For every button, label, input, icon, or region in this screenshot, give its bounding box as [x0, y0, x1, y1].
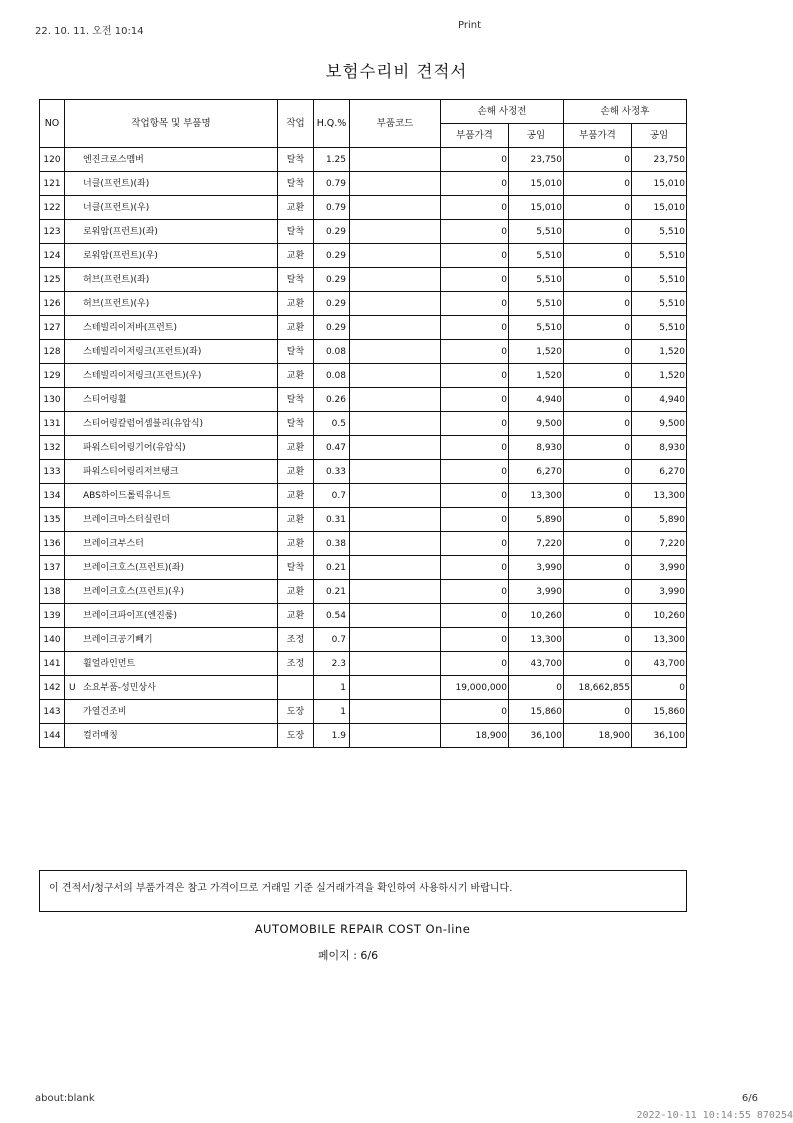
row-no: 132 — [40, 436, 65, 460]
row-after-part-price: 0 — [564, 604, 632, 628]
row-part-code — [350, 460, 441, 484]
row-item — [65, 604, 278, 628]
row-part-code — [350, 220, 441, 244]
row-part-code — [350, 364, 441, 388]
row-before-part-price: 0 — [441, 364, 509, 388]
table-row — [40, 556, 687, 580]
row-work: 탈착 — [278, 340, 314, 364]
row-work: 탈착 — [278, 148, 314, 172]
row-after-labor: 13,300 — [632, 628, 687, 652]
table-row — [40, 508, 687, 532]
table-row — [40, 172, 687, 196]
row-before-labor: 1,520 — [509, 364, 564, 388]
row-part-code — [350, 556, 441, 580]
row-part-code — [350, 340, 441, 364]
row-after-labor: 15,860 — [632, 700, 687, 724]
row-before-labor: 5,890 — [509, 508, 564, 532]
row-after-labor: 6,270 — [632, 460, 687, 484]
table-row — [40, 148, 687, 172]
row-hq: 0.54 — [314, 604, 350, 628]
row-hq: 0.79 — [314, 172, 350, 196]
row-after-labor: 5,510 — [632, 220, 687, 244]
document-title: 보험수리비 견적서 — [325, 62, 468, 81]
row-item — [65, 292, 278, 316]
row-before-part-price: 0 — [441, 196, 509, 220]
row-before-labor: 5,510 — [509, 292, 564, 316]
row-part-code — [350, 724, 441, 748]
row-before-part-price: 0 — [441, 436, 509, 460]
row-item-name: 스티어링칼럼어셈블리(유압식) — [83, 418, 204, 429]
row-item — [65, 484, 278, 508]
row-part-code — [350, 412, 441, 436]
row-item — [65, 652, 278, 676]
row-no: 140 — [40, 628, 65, 652]
row-no: 128 — [40, 340, 65, 364]
row-before-part-price: 0 — [441, 508, 509, 532]
row-hq: 0.08 — [314, 364, 350, 388]
row-before-part-price: 0 — [441, 172, 509, 196]
row-no: 131 — [40, 412, 65, 436]
row-item-name: 너클(프런트)(좌) — [83, 178, 150, 189]
row-hq: 0.29 — [314, 268, 350, 292]
row-before-labor: 9,500 — [509, 412, 564, 436]
row-item — [65, 220, 278, 244]
header-before-part-price: 부품가격 — [441, 124, 509, 148]
row-item-name: 로워암(프런트)(우) — [83, 250, 158, 261]
header-item: 작업항목 및 부품명 — [65, 100, 278, 148]
row-work: 교환 — [278, 196, 314, 220]
row-part-code — [350, 676, 441, 700]
row-no: 126 — [40, 292, 65, 316]
row-part-code — [350, 172, 441, 196]
row-before-labor: 15,010 — [509, 196, 564, 220]
row-item — [65, 412, 278, 436]
row-part-code — [350, 700, 441, 724]
row-after-part-price: 0 — [564, 532, 632, 556]
row-item-name: 휠얼라인먼트 — [83, 658, 136, 669]
row-before-part-price: 19,000,000 — [441, 676, 509, 700]
row-part-code — [350, 388, 441, 412]
row-hq: 0.33 — [314, 460, 350, 484]
row-hq: 0.29 — [314, 244, 350, 268]
row-hq: 0.31 — [314, 508, 350, 532]
table-row — [40, 436, 687, 460]
row-work: 탈착 — [278, 556, 314, 580]
row-work: 교환 — [278, 580, 314, 604]
row-item — [65, 148, 278, 172]
row-after-part-price: 0 — [564, 652, 632, 676]
row-after-labor: 15,010 — [632, 196, 687, 220]
row-item — [65, 628, 278, 652]
row-after-labor: 4,940 — [632, 388, 687, 412]
row-after-part-price: 0 — [564, 196, 632, 220]
row-hq: 0.47 — [314, 436, 350, 460]
row-item — [65, 364, 278, 388]
row-work: 탈착 — [278, 220, 314, 244]
row-work: 교환 — [278, 292, 314, 316]
row-before-labor: 3,990 — [509, 580, 564, 604]
row-before-labor: 43,700 — [509, 652, 564, 676]
row-part-code — [350, 148, 441, 172]
table-row — [40, 652, 687, 676]
row-after-part-price: 18,662,855 — [564, 676, 632, 700]
row-after-part-price: 0 — [564, 316, 632, 340]
table-row — [40, 724, 687, 748]
row-after-labor: 3,990 — [632, 556, 687, 580]
print-title: Print — [458, 20, 482, 31]
header-work: 작업 — [278, 100, 314, 148]
table-row — [40, 628, 687, 652]
row-item — [65, 268, 278, 292]
row-after-part-price: 0 — [564, 220, 632, 244]
row-after-labor: 10,260 — [632, 604, 687, 628]
row-part-code — [350, 196, 441, 220]
row-after-part-price: 0 — [564, 388, 632, 412]
row-item-name: 허브(프런트)(우) — [83, 298, 150, 309]
row-before-labor: 3,990 — [509, 556, 564, 580]
table-row — [40, 196, 687, 220]
row-no: 135 — [40, 508, 65, 532]
table-row — [40, 316, 687, 340]
row-work: 도장 — [278, 700, 314, 724]
row-part-code — [350, 484, 441, 508]
row-before-labor: 13,300 — [509, 628, 564, 652]
row-no: 130 — [40, 388, 65, 412]
row-hq: 1.25 — [314, 148, 350, 172]
row-before-labor: 15,010 — [509, 172, 564, 196]
row-before-labor: 4,940 — [509, 388, 564, 412]
row-before-part-price: 0 — [441, 148, 509, 172]
row-item — [65, 580, 278, 604]
row-hq: 0.79 — [314, 196, 350, 220]
header-after-labor: 공임 — [632, 124, 687, 148]
row-hq: 0.7 — [314, 484, 350, 508]
row-after-part-price: 0 — [564, 412, 632, 436]
row-work: 탈착 — [278, 268, 314, 292]
row-item — [65, 244, 278, 268]
row-after-part-price: 0 — [564, 580, 632, 604]
row-part-code — [350, 508, 441, 532]
table-row — [40, 460, 687, 484]
row-before-part-price: 0 — [441, 388, 509, 412]
print-url: about:blank — [35, 1093, 95, 1104]
row-before-labor: 1,520 — [509, 340, 564, 364]
row-after-labor: 13,300 — [632, 484, 687, 508]
row-after-part-price: 18,900 — [564, 724, 632, 748]
row-item — [65, 388, 278, 412]
row-after-labor: 9,500 — [632, 412, 687, 436]
row-no: 124 — [40, 244, 65, 268]
row-after-labor: 7,220 — [632, 532, 687, 556]
row-item-name: 파워스티어링기어(유압식) — [83, 442, 186, 453]
row-work: 교환 — [278, 532, 314, 556]
row-after-part-price: 0 — [564, 172, 632, 196]
table-row — [40, 412, 687, 436]
row-item-name: 파워스티어링리저브탱크 — [83, 466, 179, 477]
row-no: 137 — [40, 556, 65, 580]
row-part-code — [350, 580, 441, 604]
row-item — [65, 196, 278, 220]
table-row — [40, 484, 687, 508]
table-row — [40, 268, 687, 292]
row-no: 121 — [40, 172, 65, 196]
row-before-part-price: 0 — [441, 628, 509, 652]
row-hq: 2.3 — [314, 652, 350, 676]
print-stamp: 2022-10-11 10:14:55 870254 — [636, 1110, 793, 1121]
row-no: 129 — [40, 364, 65, 388]
row-before-part-price: 0 — [441, 460, 509, 484]
row-work: 탈착 — [278, 172, 314, 196]
row-before-part-price: 0 — [441, 244, 509, 268]
row-work: 교환 — [278, 364, 314, 388]
row-after-part-price: 0 — [564, 268, 632, 292]
row-after-labor: 5,510 — [632, 292, 687, 316]
header-before-labor: 공임 — [509, 124, 564, 148]
footer-page-number: 페이지 : 6/6 — [317, 949, 379, 962]
row-work: 교환 — [278, 316, 314, 340]
header-hq: H.Q.% — [314, 100, 350, 148]
row-hq: 1 — [314, 700, 350, 724]
row-hq: 0.08 — [314, 340, 350, 364]
row-part-code — [350, 316, 441, 340]
row-item — [65, 676, 278, 700]
row-after-labor: 15,010 — [632, 172, 687, 196]
row-hq: 0.7 — [314, 628, 350, 652]
row-after-labor: 8,930 — [632, 436, 687, 460]
row-part-code — [350, 244, 441, 268]
row-no: 133 — [40, 460, 65, 484]
print-page-number: 6/6 — [741, 1093, 758, 1104]
row-no: 120 — [40, 148, 65, 172]
row-item — [65, 460, 278, 484]
row-work: 도장 — [278, 724, 314, 748]
row-item-name: 브레이크호스(프런트)(우) — [83, 586, 184, 597]
row-hq: 0.29 — [314, 220, 350, 244]
header-before-assessment: 손해 사정전 — [441, 100, 564, 124]
row-work: 조정 — [278, 628, 314, 652]
row-before-labor: 5,510 — [509, 244, 564, 268]
header-after-part-price: 부품가격 — [564, 124, 632, 148]
row-before-part-price: 0 — [441, 556, 509, 580]
row-hq: 0.21 — [314, 580, 350, 604]
row-item-name: 너클(프런트)(우) — [83, 202, 150, 213]
row-work: 교환 — [278, 436, 314, 460]
row-hq: 1.9 — [314, 724, 350, 748]
row-before-part-price: 0 — [441, 316, 509, 340]
row-work: 탈착 — [278, 412, 314, 436]
row-before-labor: 6,270 — [509, 460, 564, 484]
header-no: NO — [40, 100, 65, 148]
row-work: 탈착 — [278, 388, 314, 412]
row-before-labor: 7,220 — [509, 532, 564, 556]
row-before-labor: 8,930 — [509, 436, 564, 460]
row-hq: 0.38 — [314, 532, 350, 556]
table-row — [40, 220, 687, 244]
row-work: 교환 — [278, 508, 314, 532]
row-after-part-price: 0 — [564, 484, 632, 508]
row-after-labor: 0 — [632, 676, 687, 700]
row-hq: 0.21 — [314, 556, 350, 580]
row-part-code — [350, 628, 441, 652]
row-item — [65, 340, 278, 364]
row-item-name: 브레이크파이프(엔진룸) — [83, 610, 177, 621]
row-before-part-price: 0 — [441, 340, 509, 364]
row-item — [65, 700, 278, 724]
row-no: 143 — [40, 700, 65, 724]
row-before-labor: 13,300 — [509, 484, 564, 508]
row-no: 142 — [40, 676, 65, 700]
row-after-labor: 36,100 — [632, 724, 687, 748]
table-row — [40, 700, 687, 724]
row-after-part-price: 0 — [564, 244, 632, 268]
row-part-code — [350, 604, 441, 628]
row-before-part-price: 0 — [441, 268, 509, 292]
table-row — [40, 532, 687, 556]
print-datetime: 22. 10. 11. 오전 10:14 — [35, 26, 144, 37]
row-no: 127 — [40, 316, 65, 340]
row-item-name: 로워암(프런트)(좌) — [83, 226, 158, 237]
row-no: 141 — [40, 652, 65, 676]
row-before-labor: 10,260 — [509, 604, 564, 628]
row-part-code — [350, 436, 441, 460]
row-no: 134 — [40, 484, 65, 508]
row-after-labor: 5,510 — [632, 244, 687, 268]
row-hq: 0.26 — [314, 388, 350, 412]
table-row — [40, 676, 687, 700]
row-item-name: 스테빌리이저바(프런트) — [83, 322, 177, 333]
row-hq: 0.29 — [314, 292, 350, 316]
row-before-part-price: 18,900 — [441, 724, 509, 748]
table-row — [40, 340, 687, 364]
estimate-rows — [40, 148, 687, 748]
row-after-part-price: 0 — [564, 292, 632, 316]
row-after-labor: 5,510 — [632, 268, 687, 292]
row-before-part-price: 0 — [441, 532, 509, 556]
row-item-name: 스테빌리이저링크(프런트)(우) — [83, 370, 202, 381]
row-before-part-price: 0 — [441, 652, 509, 676]
row-before-part-price: 0 — [441, 604, 509, 628]
row-after-labor: 1,520 — [632, 364, 687, 388]
table-row — [40, 292, 687, 316]
row-hq: 1 — [314, 676, 350, 700]
row-before-labor: 5,510 — [509, 220, 564, 244]
row-no: 139 — [40, 604, 65, 628]
row-before-labor: 15,860 — [509, 700, 564, 724]
estimate-table — [39, 99, 687, 748]
row-after-labor: 5,890 — [632, 508, 687, 532]
row-before-labor: 0 — [509, 676, 564, 700]
row-after-part-price: 0 — [564, 628, 632, 652]
header-after-assessment: 손해 사정후 — [564, 100, 687, 124]
row-item — [65, 436, 278, 460]
row-item — [65, 172, 278, 196]
row-item-name: 브레이크공기빼기 — [83, 634, 153, 645]
row-after-part-price: 0 — [564, 460, 632, 484]
row-before-part-price: 0 — [441, 484, 509, 508]
row-no: 125 — [40, 268, 65, 292]
row-after-part-price: 0 — [564, 508, 632, 532]
row-before-labor: 5,510 — [509, 316, 564, 340]
row-hq: 0.29 — [314, 316, 350, 340]
row-part-code — [350, 268, 441, 292]
table-row — [40, 388, 687, 412]
row-work — [278, 676, 314, 700]
row-after-labor: 3,990 — [632, 580, 687, 604]
price-notice: 이 견적서/청구서의 부품가격은 참고 가격이므로 거래일 기준 실거래가격을 확인하여 사용하시기 바랍니다. — [39, 870, 687, 912]
row-item-name: 스티어링휠 — [83, 394, 127, 405]
row-before-part-price: 0 — [441, 220, 509, 244]
row-work: 조정 — [278, 652, 314, 676]
row-item-name: 엔진크로스멤버 — [83, 154, 144, 165]
row-before-part-price: 0 — [441, 700, 509, 724]
row-after-labor: 43,700 — [632, 652, 687, 676]
header-part-code: 부품코드 — [350, 100, 441, 148]
row-no: 144 — [40, 724, 65, 748]
row-work: 교환 — [278, 484, 314, 508]
row-after-labor: 5,510 — [632, 316, 687, 340]
row-part-code — [350, 292, 441, 316]
row-after-part-price: 0 — [564, 700, 632, 724]
row-item — [65, 556, 278, 580]
row-hq: 0.5 — [314, 412, 350, 436]
row-no: 136 — [40, 532, 65, 556]
row-item — [65, 508, 278, 532]
row-item-name: 브레이크부스터 — [83, 538, 144, 549]
row-part-code — [350, 532, 441, 556]
row-item — [65, 532, 278, 556]
row-item-name: 스테빌리이저링크(프런트)(좌) — [83, 346, 202, 357]
row-before-labor: 5,510 — [509, 268, 564, 292]
row-item-name: 브레이크마스터실린더 — [83, 514, 170, 525]
row-work: 교환 — [278, 244, 314, 268]
footer-title: AUTOMOBILE REPAIR COST On-line — [254, 922, 471, 936]
table-row — [40, 604, 687, 628]
row-work: 교환 — [278, 460, 314, 484]
row-no: 123 — [40, 220, 65, 244]
row-item-name: ABS하이드롤릭유니트 — [83, 490, 171, 501]
row-item-name: 컬러매칭 — [83, 730, 118, 741]
row-flag: U — [69, 682, 76, 693]
row-part-code — [350, 652, 441, 676]
row-before-part-price: 0 — [441, 580, 509, 604]
row-after-part-price: 0 — [564, 556, 632, 580]
row-no: 138 — [40, 580, 65, 604]
row-item-name: 가열건조비 — [83, 706, 127, 717]
row-work: 교환 — [278, 604, 314, 628]
table-row — [40, 244, 687, 268]
row-no: 122 — [40, 196, 65, 220]
row-before-labor: 23,750 — [509, 148, 564, 172]
row-after-labor: 23,750 — [632, 148, 687, 172]
row-item-name: 소요부품-성민상사 — [83, 682, 156, 693]
table-row — [40, 580, 687, 604]
row-after-part-price: 0 — [564, 340, 632, 364]
row-before-labor: 36,100 — [509, 724, 564, 748]
row-after-labor: 1,520 — [632, 340, 687, 364]
row-item — [65, 316, 278, 340]
row-before-part-price: 0 — [441, 412, 509, 436]
row-item-name: 브레이크호스(프런트)(좌) — [83, 562, 184, 573]
row-item-name: 허브(프런트)(좌) — [83, 274, 150, 285]
row-after-part-price: 0 — [564, 364, 632, 388]
table-row — [40, 364, 687, 388]
row-after-part-price: 0 — [564, 148, 632, 172]
row-item — [65, 724, 278, 748]
row-before-part-price: 0 — [441, 292, 509, 316]
row-after-part-price: 0 — [564, 436, 632, 460]
